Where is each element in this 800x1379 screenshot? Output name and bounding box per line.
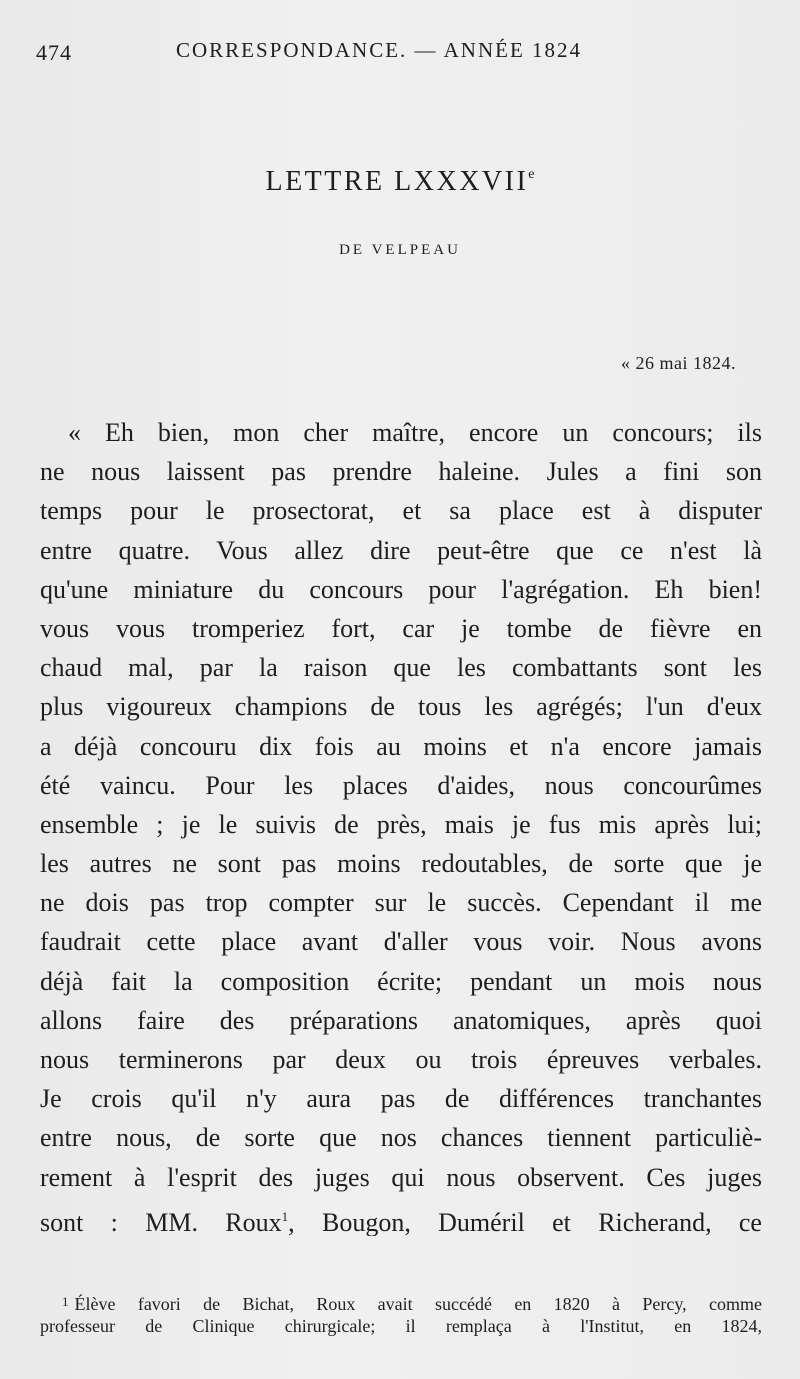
body-line: temps pour le prosectorat, et sa place est à disputer bbox=[40, 496, 762, 526]
body-line: qu'une miniature du concours pour l'agrégation. Eh bien! bbox=[40, 574, 762, 604]
body-line: ensemble ; je le suivis de près, mais je fus mis après lui; bbox=[40, 809, 762, 839]
letter-sender: DE VELPEAU bbox=[339, 242, 461, 258]
body-line: ne dois pas trop compter sur le succès. Cependant il me bbox=[40, 888, 762, 918]
footnote bbox=[40, 1290, 762, 1338]
footnote-number: 1 bbox=[62, 1294, 69, 1309]
body-line: faudrait cette place avant d'aller vous voir. Nous avons bbox=[40, 927, 762, 957]
letter-title-superscript: e bbox=[528, 167, 535, 182]
running-head bbox=[36, 36, 756, 66]
letter-body bbox=[40, 413, 762, 1236]
body-line: plus vigoureux champions de tous les agrégés; l'un d'eux bbox=[40, 692, 762, 722]
footnote-line-text: Élève favori de Bichat, Roux avait succédé en 1820 à Percy, comme bbox=[74, 1294, 762, 1314]
body-last-text: sont : MM. Roux bbox=[40, 1207, 282, 1236]
body-last-text-end: , Bougon, Duméril et Richerand, ce bbox=[288, 1207, 762, 1236]
letter-date: « 26 mai 1824. bbox=[621, 353, 736, 373]
body-line: « Eh bien, mon cher maître, encore un concours; ils bbox=[68, 418, 762, 447]
running-title: CORRESPONDANCE. — ANNÉE 1824 bbox=[176, 38, 583, 62]
page-number: 474 bbox=[36, 40, 72, 65]
body-line-last bbox=[40, 1197, 762, 1236]
letter-title-text: LETTRE LXXXVII bbox=[265, 166, 529, 197]
body-line: nous terminerons par deux ou trois épreuves verbales. bbox=[40, 1045, 762, 1074]
footnote-line bbox=[40, 1290, 762, 1314]
footnote-line: professeur de Clinique chirurgicale; il remplaça à l'Institut, en 1824, bbox=[40, 1316, 762, 1336]
body-line: été vaincu. Pour les places d'aides, nous concourûmes bbox=[40, 770, 762, 800]
body-line: vous vous tromperiez fort, car je tombe de fièvre en bbox=[40, 613, 762, 643]
body-line: déjà fait la composition écrite; pendant un mois nous bbox=[40, 966, 762, 996]
body-line: entre quatre. Vous allez dire peut-être que ce n'est là bbox=[40, 535, 762, 565]
body-line: allons faire des préparations anatomiques, après quoi bbox=[40, 1005, 762, 1035]
body-line: rement à l'esprit des juges qui nous observent. Ces juges bbox=[40, 1162, 762, 1192]
body-line: les autres ne sont pas moins redoutables, de sorte que je bbox=[40, 849, 762, 879]
body-line: ne nous laissent pas prendre haleine. Jules a fini son bbox=[40, 457, 762, 487]
body-line: entre nous, de sorte que nos chances tiennent particuliè- bbox=[40, 1123, 762, 1153]
body-line: Je crois qu'il n'y aura pas de différences tranchantes bbox=[40, 1084, 762, 1114]
footnote-reference: 1 bbox=[281, 1208, 289, 1224]
body-line: chaud mal, par la raison que les combattants sont les bbox=[40, 653, 762, 683]
body-line: a déjà concouru dix fois au moins et n'a encore jamais bbox=[40, 731, 762, 761]
letter-title bbox=[0, 166, 800, 198]
